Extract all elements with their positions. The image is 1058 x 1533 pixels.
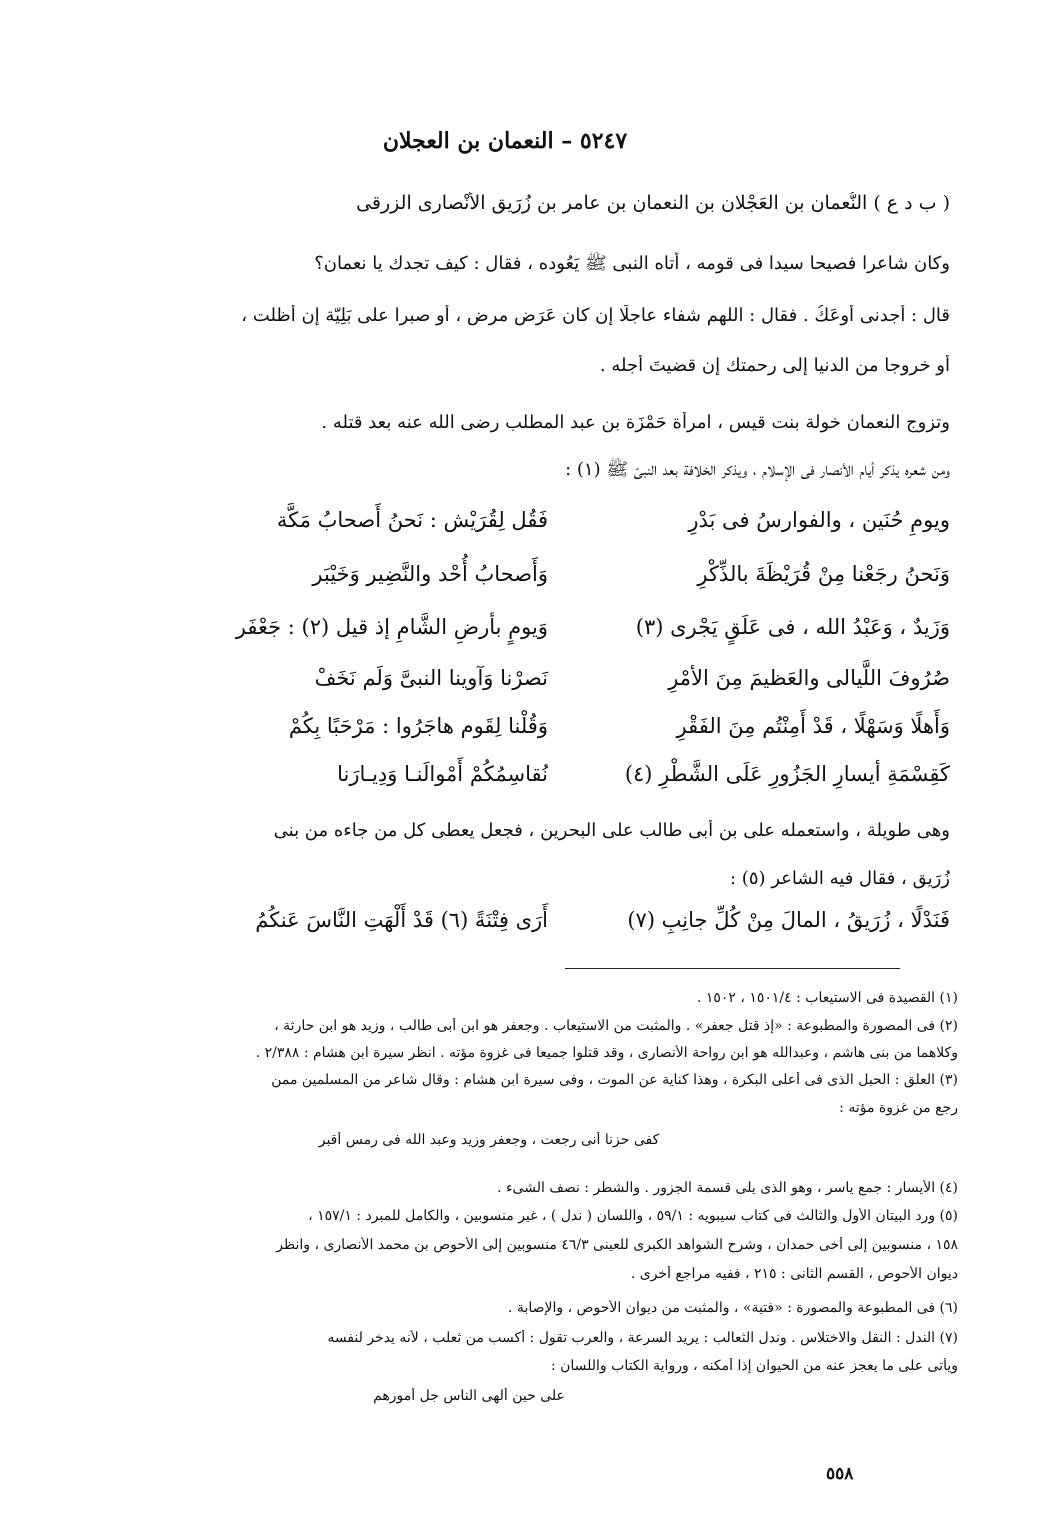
verse-hemistich-right: نُقاسِمُكُمْ أَمْوالَنـا وَدِيـارَنا [337, 762, 548, 786]
footnote-line: وكلاهما من بنى هاشم ، وعبدالله هو ابن رواحة الأنصارى ، وقد قتلوا جميعا فى غزوة مؤته . انظر سيرة ابن هشام : ٢/٣٨٨ . [255, 1045, 958, 1061]
body-line: قال : أجدنى أوعَكُ . فقال : اللهم شفاء عاجلًا إن كان عَرَض مرض ، أو صبرا على بَلِيّة إن أظلت ، [241, 305, 950, 326]
verse-hemistich-right: نَصرْنا وَآوينا النبىَّ وَلَم نَخَفْ [314, 666, 548, 690]
body-line: ومن شعره يذكر أيام الأنصار فى الإسلام ، ويذكر الخلافة بعد النبىّ ﷺ (١) : [565, 459, 950, 480]
footnote-verse: على حين ألهى الناس جل أمورهم [373, 1388, 565, 1404]
verse-hemistich-right: فَقُل لِقُرَيْش : نَحنُ أَصحابُ مَكَّة [276, 508, 548, 532]
footnote-line: (٧) الندل : النقل والاختلاس . وندل الثعالب : يريد السرعة ، والعرب تقول : أكسب من ثعلب ، لأنه يدخر لنفسه [327, 1330, 958, 1346]
footnote-line: (٦) فى المطبوعة والمصورة : «فتية» ، والمثبت من ديوان الأحوص ، والإصابة . [508, 1300, 958, 1316]
footnote-line: (٣) العلق : الحبل الذى فى أعلى البكرة ، وهذا كناية عن الموت ، وفى سيرة ابن هشام : وقال شاعر من المسلمين ممن [271, 1072, 958, 1088]
footnote-line: (١) القصيدة فى الاستيعاب : ١٥٠١/٤ ، ١٥٠٢ . [696, 990, 958, 1006]
footnote-line: (٤) الأيسار : جمع ياسر ، وهو الذى يلى قسمة الجزور . والشطر : نصف الشىء . [497, 1180, 958, 1196]
verse-hemistich-right: وَقُلْنا لِقَوم هاجَرُوا : مَرْحَبًا بِكُمْ [288, 714, 548, 738]
verse-hemistich-right: وَيومٍ بأرضِ الشَّامِ إذ قيل (٢) : جَعْفَر [235, 615, 548, 639]
body-line: وهى طويلة ، واستعمله على بن أبى طالب على البحرين ، فجعل يعطى كل من جاءه من بنى [273, 820, 950, 841]
entry-title: ٥٢٤٧ – النعمان بن العجلان [382, 128, 628, 154]
body-line: وكان شاعرا فصيحا سيدا فى قومه ، أتاه النبى ﷺ يَعُوده ، فقال : كيف تجدك يا نعمان؟ [314, 253, 950, 274]
footnote-line: ديوان الأحوص ، القسم الثانى : ٢١٥ ، ففيه مراجع أخرى . [630, 1266, 958, 1282]
verse-hemistich-left: كَقِسْمَةِ أيسارِ الجَزُورِ عَلَى الشَّطْرِ (٤) [624, 762, 950, 786]
body-line: وتزوج النعمان خولة بنت قيس ، امرأة حَمْزَة بن عبد المطلب رضى الله عنه بعد قتله . [321, 412, 950, 433]
footnote-divider [565, 968, 900, 969]
verse-hemistich-left: وَنَحنُ رجَعْنا مِنْ قُرَيْظَةَ بالذِّكْرِ [697, 562, 950, 586]
verse-hemistich-right: وَأَصحابُ أُحْد والنَّضِير وَخَيْبَر [312, 562, 548, 586]
footnote-line: (٢) فى المصورة والمطبوعة : «إذ قتل جعفر» . والمثبت من الاستيعاب . وجعفر هو ابن أبى طالب ، وزيد هو ابن حارثة ، [274, 1018, 958, 1034]
verse-hemistich-left: فَنَدْلًا ، زُرَيقُ ، المالَ مِنْ كُلِّ جانِبِ (٧) [627, 908, 950, 932]
page-number: ٥٥٨ [826, 1464, 854, 1484]
footnote-line: رجع من غزوة مؤته : [839, 1100, 958, 1116]
verse-hemistich-left: وَأَهلًا وَسَهْلًا ، قَدْ أَمِنْتُم مِنَ الفَقْرِ [676, 714, 950, 738]
verse-hemistich-right: أَرَى فِتْنَةً (٦) قَدْ أَلْهَتِ النَّاسَ عَنكُمُ [255, 908, 548, 932]
footnote-line: (٥) ورد البيتان الأول والثالث فى كتاب سيبويه : ٥٩/١ ، واللسان ( ندل ) ، غير منسوبين ، والكامل للمبرد : ١٥٧/١ ، [308, 1208, 958, 1224]
footnote-verse: كفى حزنا أنى رجعت ، وجعفر وزيد وعبد الله فى رمس أقبر [318, 1132, 660, 1148]
footnote-line: ١٥٨ ، منسوبين إلى أخى حمدان ، وشرح الشواهد الكبرى للعينى ٤٦/٣ منسوبين إلى الأحوص بن محمد الأنصارى ، وانظر [276, 1237, 958, 1253]
footnote-line: ويأتى على ما يعجز عنه من الحيوان إذا أمكنه ، ورواية الكتاب واللسان : [550, 1358, 958, 1374]
body-line: زُرَيق ، فقال فيه الشاعر (٥) : [730, 868, 950, 889]
body-line: أو خروجا من الدنيا إلى رحمتك إن قضيتَ أجله . [599, 355, 950, 376]
body-line: ( ب د ع ) النُّعمان بن العَجْلان بن النعمانِ بن عامر بن زُرَيق الأنْصارى الزرقى [356, 192, 950, 214]
verse-hemistich-left: ويومِ حُنَين ، والفوارسُ فى بَدْرِ [688, 508, 950, 532]
verse-hemistich-left: صُرُوفَ اللَّيالى والعَظيمَ مِنَ الأمْرِ [668, 666, 950, 690]
verse-hemistich-left: وَزَيدٌ ، وَعَبْدُ الله ، فى عَلَقٍ يَجْرى (٣) [635, 615, 950, 639]
